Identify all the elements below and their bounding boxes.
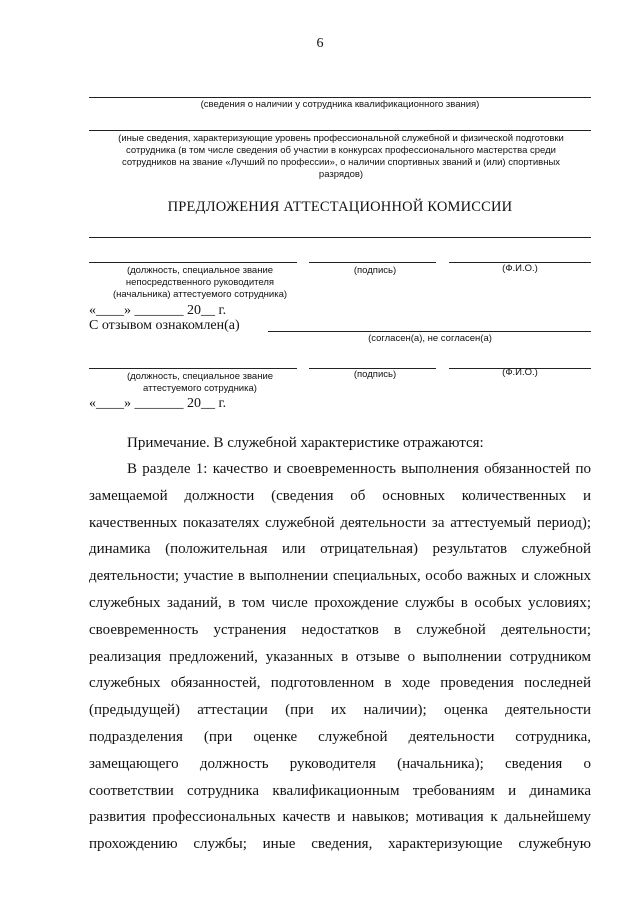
note-heading: Примечание. В служебной характеристике отражаются: <box>127 435 484 451</box>
page-number: 6 <box>316 36 324 51</box>
signature-caption-2: (подпись) <box>353 369 397 380</box>
note-body <box>89 430 591 858</box>
name-caption-1: (Ф.И.О.) <box>502 263 538 274</box>
qualification-line <box>89 97 591 98</box>
position-caption-1: (должность, специальное звание непосредственного руководителя (начальника) аттестуемого сотрудника) <box>112 265 288 300</box>
position-caption-2: (должность, специальное звание аттестуемого сотрудника) <box>126 371 274 394</box>
commission-heading: ПРЕДЛОЖЕНИЯ АТТЕСТАЦИОННОЙ КОМИССИИ <box>167 199 513 215</box>
agree-caption: (согласен(а), не согласен(а) <box>368 333 492 344</box>
other-info-caption: (иные сведения, характеризующие уровень профессиональной служебной и физической подготовки сотрудника (в том числе сведения об участии в конкурсах профессионального мастерства среди сотрудников на звание «Лучший по профессии», о наличии спортивных званий и (или) спортивных разрядов) <box>118 133 564 180</box>
proposal-line-2 <box>89 262 297 263</box>
date-line-2: «____» _______ 20__ г. <box>89 396 227 411</box>
agree-line <box>268 331 591 332</box>
qualification-caption: (сведения о наличии у сотрудника квалификационного звания) <box>200 99 480 110</box>
proposal-line-1 <box>89 237 591 238</box>
position-line-2 <box>89 368 297 369</box>
signature-line-1 <box>309 262 436 263</box>
date-line-1: «____» _______ 20__ г. <box>89 303 227 318</box>
section1-paragraph: В разделе 1: качество и своевременность выполнения обязанностей по замещаемой должности (сведения об основных количественных и качественных показателях служебной деятельности за аттестуемый период); динамика (положительная или отрицательная) результатов служебной деятельности; участие в выполнении специальных, особо важных и сложных служебных заданий, в том числе прохождение службы в особых условиях; своевременность устранения недостатков в служебной деятельности; реализация предложений, указанных в отзыве о выполнении сотрудником служебных обязанностей, подготовленном в ходе проведения последней (предыдущей) аттестации (при их наличии); оценка деятельности подразделения (при оценке служебной деятельности сотрудника, замещающего должность руководителя (начальника); сведения о соответствии сотрудника квалификационным требованиям и динамика развития профессиональных качеств и навыков; мотивация к дальнейшему прохождению службы; иные сведения, характеризующие служебную <box>89 461 591 853</box>
acknowledged-label: С отзывом ознакомлен(а) <box>89 318 240 333</box>
name-caption-2: (Ф.И.О.) <box>502 367 538 378</box>
other-info-line <box>89 130 591 131</box>
signature-caption-1: (подпись) <box>353 265 397 276</box>
